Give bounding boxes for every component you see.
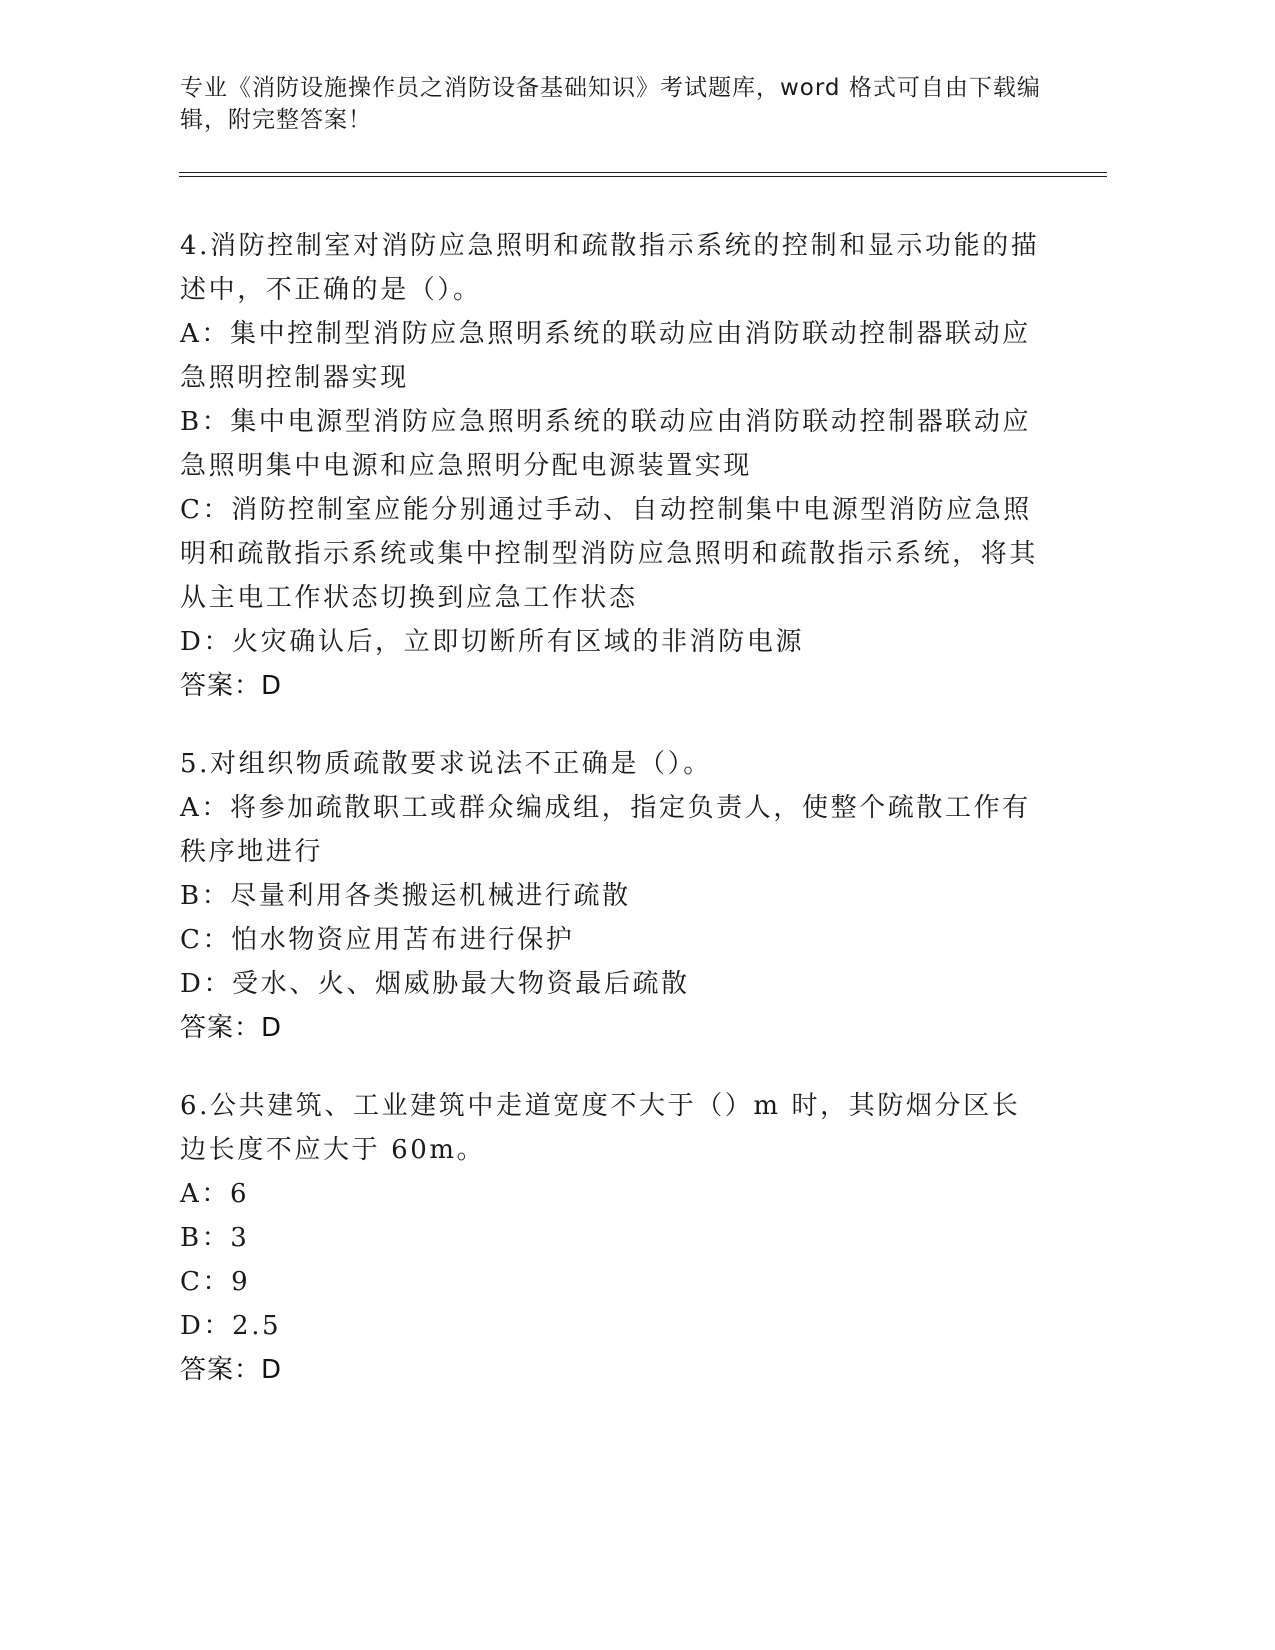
question-stem: 5.对组织物质疏散要求说法不正确是（）。 bbox=[180, 749, 712, 779]
option-c: C：9 bbox=[180, 1267, 251, 1297]
option-d: D：2.5 bbox=[180, 1311, 282, 1341]
answer-label: 答案：D bbox=[180, 1355, 283, 1385]
answer-label: 答案：D bbox=[180, 1013, 283, 1043]
question-stem: 4.消防控制室对消防应急照明和疏散指示系统的控制和显示功能的描述中，不正确的是（）。 bbox=[180, 231, 1040, 305]
document-header bbox=[180, 72, 1060, 136]
answer-label: 答案：D bbox=[180, 671, 283, 701]
header-line-1: 专业《消防设施操作员之消防设备基础知识》考试题库，word 格式可自由下载编 bbox=[180, 75, 1041, 101]
question-5 bbox=[180, 742, 1040, 1050]
option-b: B：集中电源型消防应急照明系统的联动应由消防联动控制器联动应急照明集中电源和应急照明分配电源装置实现 bbox=[180, 407, 1032, 481]
option-a: A：6 bbox=[180, 1179, 250, 1209]
header-divider-bottom bbox=[179, 176, 1107, 177]
option-c: C：怕水物资应用苫布进行保护 bbox=[180, 925, 575, 955]
option-a: A：集中控制型消防应急照明系统的联动应由消防联动控制器联动应急照明控制器实现 bbox=[180, 319, 1031, 393]
question-stem: 6.公共建筑、工业建筑中走道宽度不大于（）m 时，其防烟分区长边长度不应大于 60m。 bbox=[180, 1091, 1021, 1165]
question-6 bbox=[180, 1084, 1040, 1392]
option-a: A：将参加疏散职工或群众编成组，指定负责人，使整个疏散工作有秩序地进行 bbox=[180, 793, 1031, 867]
header-divider-top bbox=[179, 172, 1107, 173]
header-line-2: 辑，附完整答案！ bbox=[180, 107, 372, 133]
option-d: D：受水、火、烟威胁最大物资最后疏散 bbox=[180, 969, 690, 999]
option-d: D：火灾确认后，立即切断所有区域的非消防电源 bbox=[180, 627, 805, 657]
question-list bbox=[180, 224, 1040, 1426]
option-b: B：尽量利用各类搬运机械进行疏散 bbox=[180, 881, 631, 911]
option-b: B：3 bbox=[180, 1223, 250, 1253]
question-4 bbox=[180, 224, 1040, 708]
option-c: C：消防控制室应能分别通过手动、自动控制集中电源型消防应急照明和疏散指示系统或集中控制型消防应急照明和疏散指示系统，将其从主电工作状态切换到应急工作状态 bbox=[180, 495, 1039, 613]
